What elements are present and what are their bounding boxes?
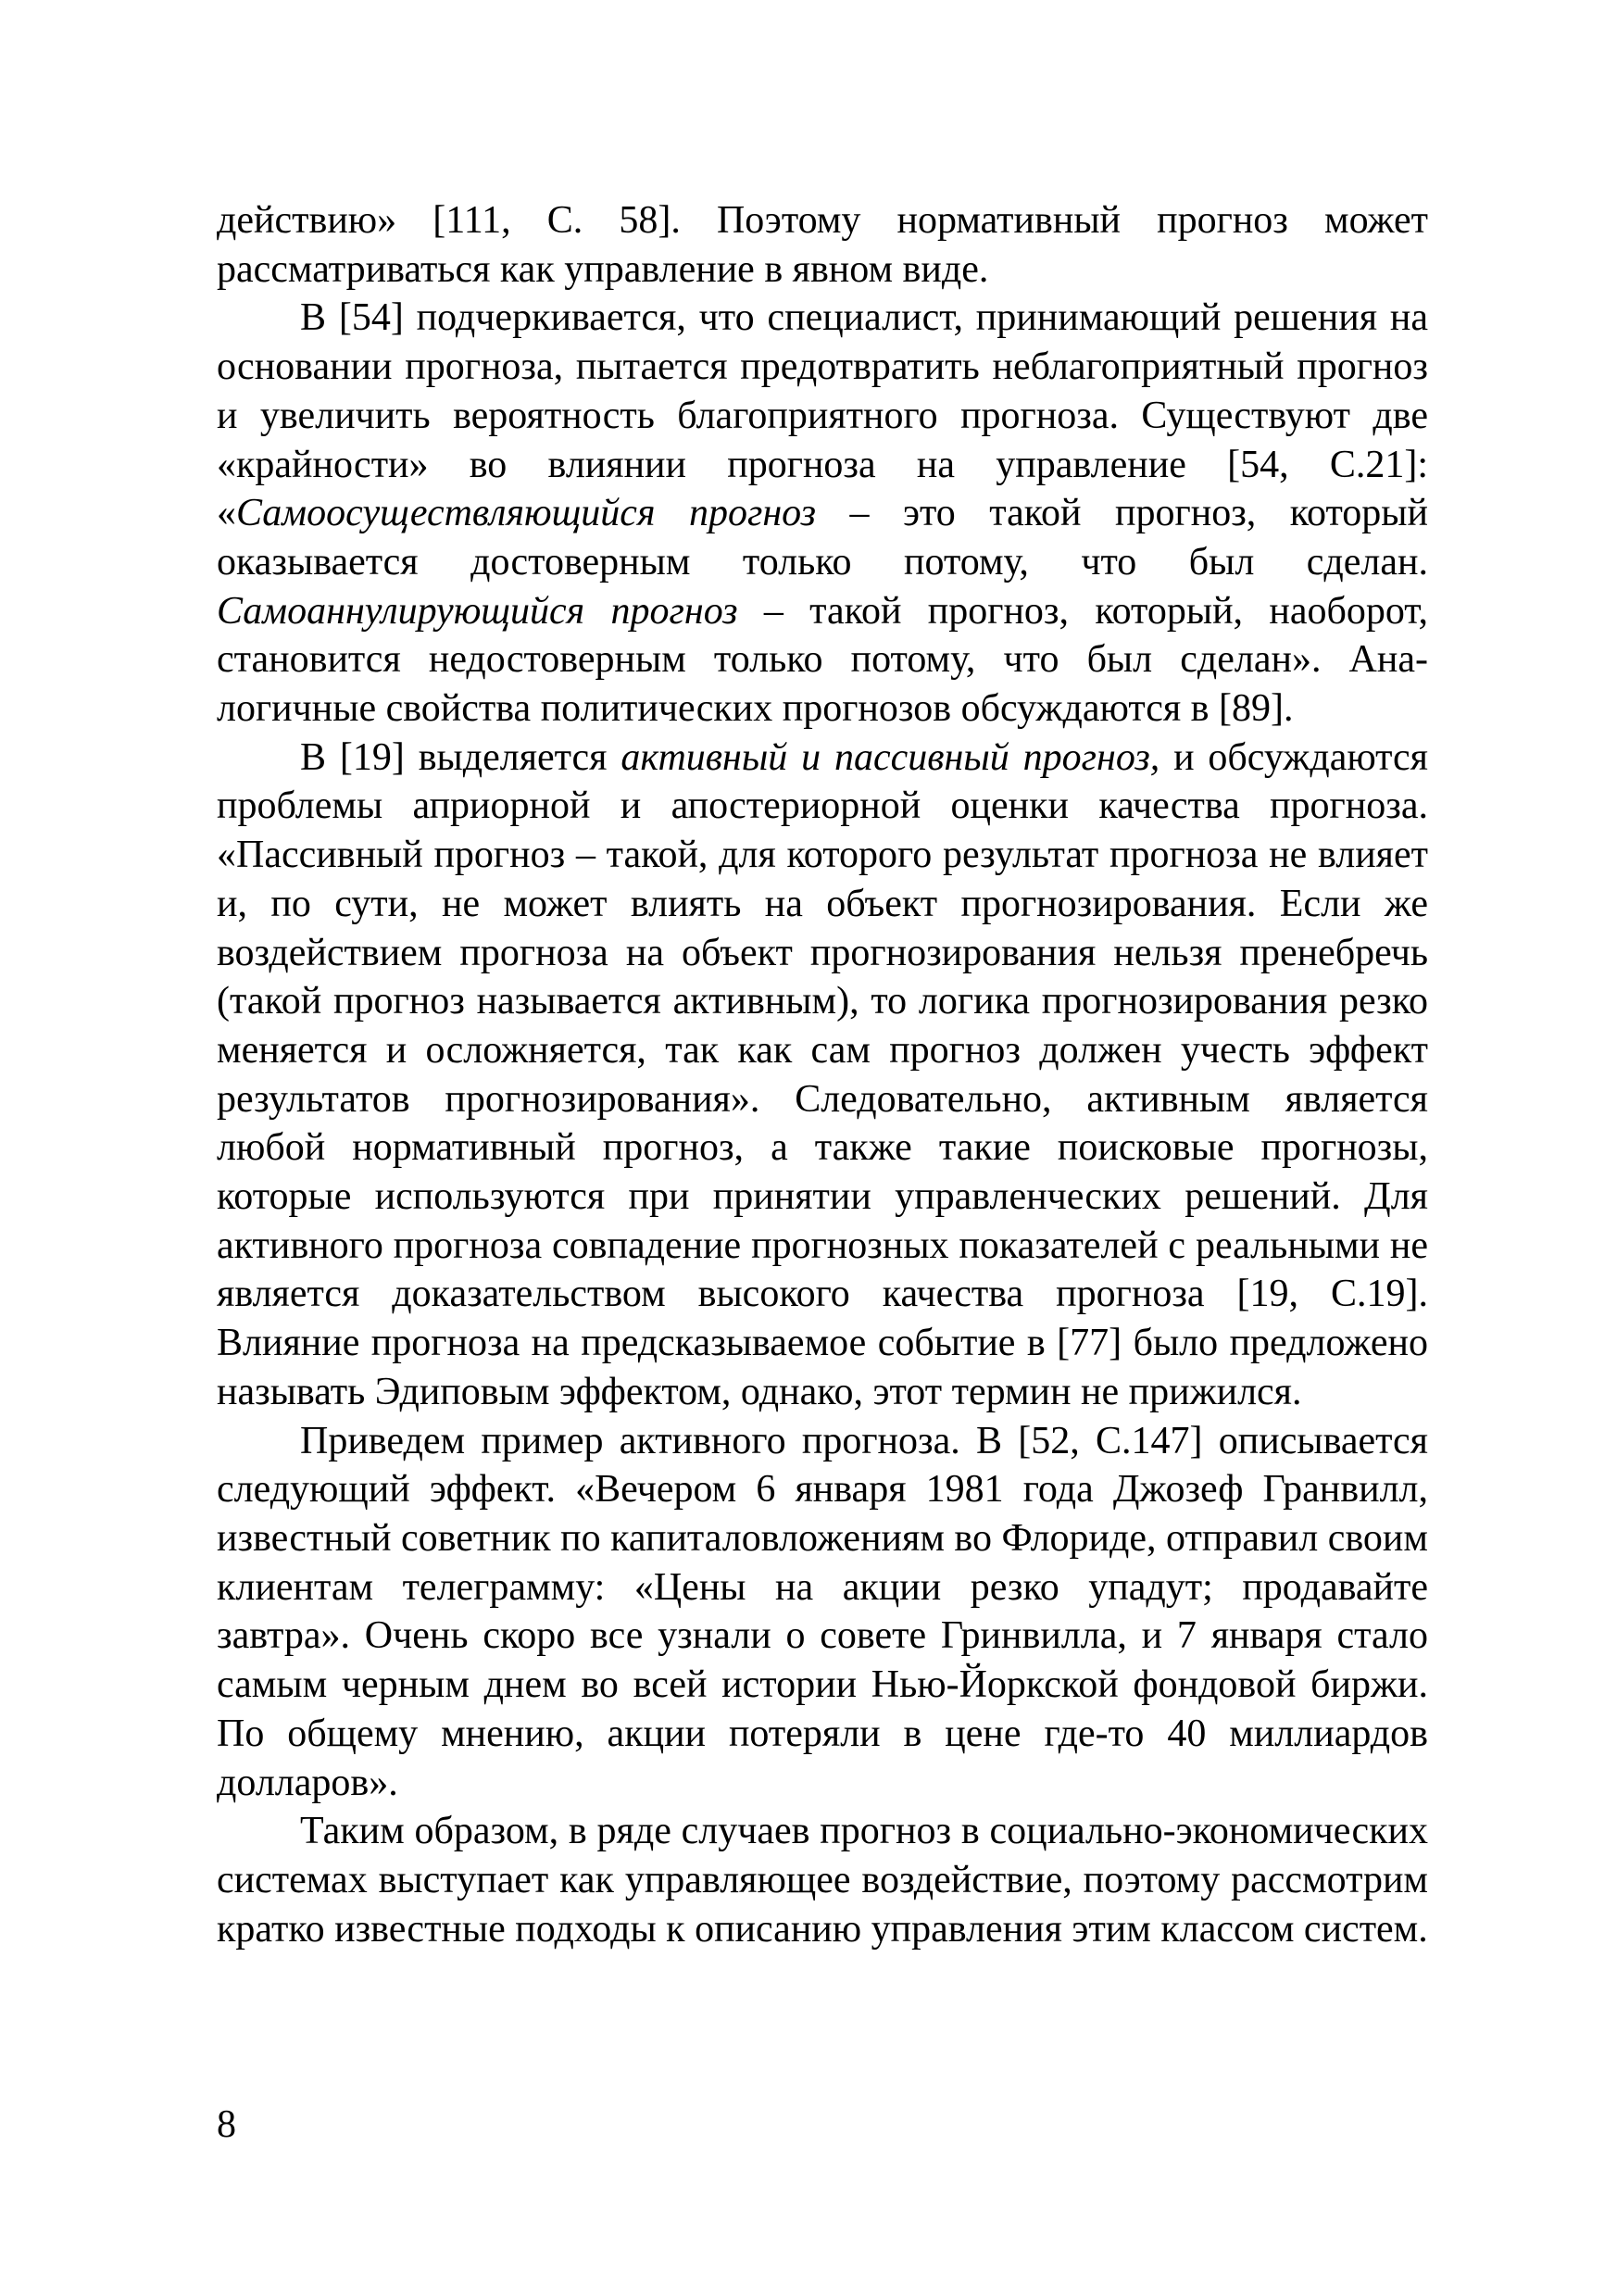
- text-segment: В [54] подчеркивается, что специалист, принимающий решения на основании прогноза, пытается предотвратить неблагоприятный прогноз и увеличить вероятность благоприятного прогноза. Существуют две «крайности» во влиянии прогноза на управление [54, С.21]: «: [217, 296, 1428, 535]
- paragraph-5: [217, 1807, 1428, 1953]
- italic-term: активный и пассивный прогноз,: [620, 735, 1160, 779]
- text-segment: Приведем пример активного прогноза. В [52, С.147] описывается следующий эффект. «Вечером 6 января 1981 года Джозеф Гранвилл, известный советник по капиталовложениям во Флориде, отправил своим клиентам телеграмму: «Цены на акции резко упадут; продавайте завтра». Очень скоро все узнали о совете Гринвилла, и 7 января стало самым черным днем во всей истории Нью-Йоркской фондовой биржи. По общему мнению, акции потеряли в цене где-то 40 миллиардов долларов».: [217, 1419, 1428, 1804]
- paragraph-4: [217, 1417, 1428, 1808]
- text-segment: – это такой прогноз, который оказывается достоверным только потому, что был сделан.: [217, 492, 1428, 583]
- text-segment: Таким образом, в ряде случаев прогноз в социально-экономических системах выступает как управляющее воздействие, поэтому рассмотрим кратко известные подходы к описанию управления этим классом систем.: [217, 1810, 1428, 1951]
- paragraph-2: [217, 294, 1428, 733]
- paragraph-3: [217, 734, 1428, 1417]
- paragraph-1: [217, 196, 1428, 294]
- text-segment: и обсуждаются проблемы априорной и апостериорной оценки качества прогноза. «Пассивный прогноз – такой, для которого результат прогноза не влияет и, по сути, не может влиять на объект прогнозирования. Если же воздействием прогноза на объект прогнозирования нельзя пренебречь (такой прогноз называется активным), то логика прогнозирования резко меняется и осложняется, так как сам прогноз должен учесть эффект результатов прогнозирования». Следовательно, активным является любой нормативный прогноз, а также такие поисковые прогнозы, которые используются при принятии управленческих решений. Для активного прогноза совпадение прогнозных показателей с реальными не является доказательством высокого качества прогноза [19, С.19]. Влияние прогноза на предсказываемое событие в [77] было предложено называть Эдиповым эффектом, однако, этот термин не прижился.: [217, 735, 1428, 1413]
- italic-term: Самоосуществляющийся прогноз: [236, 492, 816, 535]
- page-body: [217, 196, 1428, 1953]
- page-number: 8: [217, 2103, 236, 2146]
- text-segment: действию» [111, С. 58]. Поэтому нормативный прогноз может рассматриваться как управление в явном виде.: [217, 199, 1428, 291]
- text-segment: В [19] выделяется: [300, 735, 621, 779]
- text-segment: – такой прогноз, который, наоборот, становится недостоверным только потому, что был сделан». Аналогичные свойства политических прогнозов обсуждаются в [89].: [217, 589, 1428, 731]
- italic-term: Самоаннулирующийся прогноз: [217, 589, 738, 633]
